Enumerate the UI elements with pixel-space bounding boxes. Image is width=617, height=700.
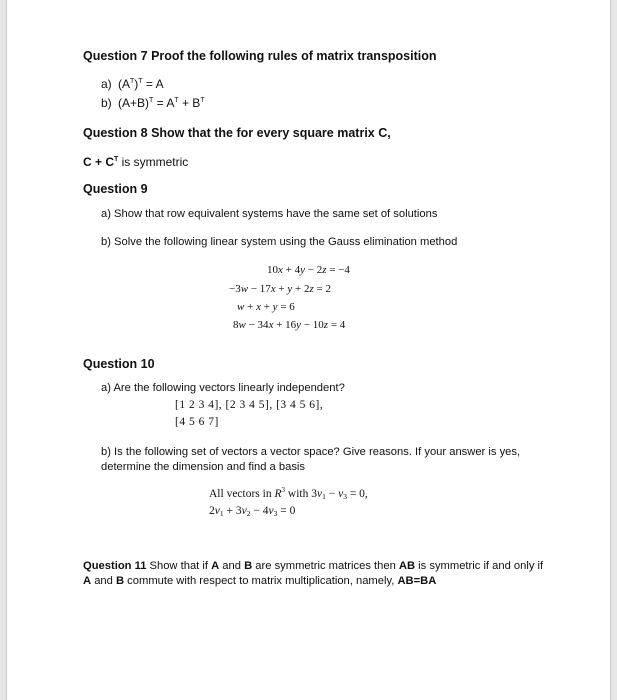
question-7b-label: b): [101, 96, 112, 110]
question-10-heading: Question 10: [83, 357, 155, 371]
question-7a: [101, 77, 164, 91]
question-8-heading: Question 8 Show that the for every square matrix C,: [83, 126, 391, 140]
vectors-line-2: [4 5 6 7]: [175, 416, 219, 428]
question-8-expression: $C + C^T$ is symmetric: [83, 155, 189, 169]
vector-set-line-1: All vectors in $R^3$ with $3v_1 - v_3 = 0$,: [209, 486, 368, 501]
question-7a-formula: $(A^T)^T = A$: [118, 77, 164, 91]
equation-row-1: 10x + 4y − 2z = −4: [267, 264, 350, 276]
question-11: Question 11 Show that if A and B are symmetric matrices then AB is symmetric if and only if A and B commute with respect to matrix multiplication, namely, AB=BA: [83, 560, 544, 587]
vector-set-line-2: $2v_1 + 3v_2 - 4v_3 = 0$: [209, 505, 296, 518]
equation-row-2: −3w − 17x + y + 2z = 2: [229, 283, 331, 295]
question-7b-formula: $(A+B)^T = A^T + B^T$: [118, 96, 205, 110]
question-7a-label: a): [101, 77, 112, 91]
document-page: [6, 0, 611, 700]
question-7-heading: Question 7 Proof the following rules of matrix transposition: [83, 49, 437, 63]
question-9a: a) Show that row equivalent systems have the same set of solutions: [101, 208, 438, 220]
equation-row-3: w + x + y = 6: [237, 301, 295, 313]
question-9-heading: Question 9: [83, 182, 148, 196]
equation-row-4: 8w − 34x + 16y − 10z = 4: [233, 319, 346, 331]
question-9b: b) Solve the following linear system using the Gauss elimination method: [101, 236, 458, 248]
vectors-line-1: [1 2 3 4], [2 3 4 5], [3 4 5 6],: [175, 399, 324, 411]
question-10a: a) Are the following vectors linearly independent?: [101, 382, 345, 394]
question-7b: [101, 96, 205, 110]
question-10b: b) Is the following set of vectors a vector space? Give reasons. If your answer is yes, determine the dimension and find a basis: [101, 446, 521, 473]
